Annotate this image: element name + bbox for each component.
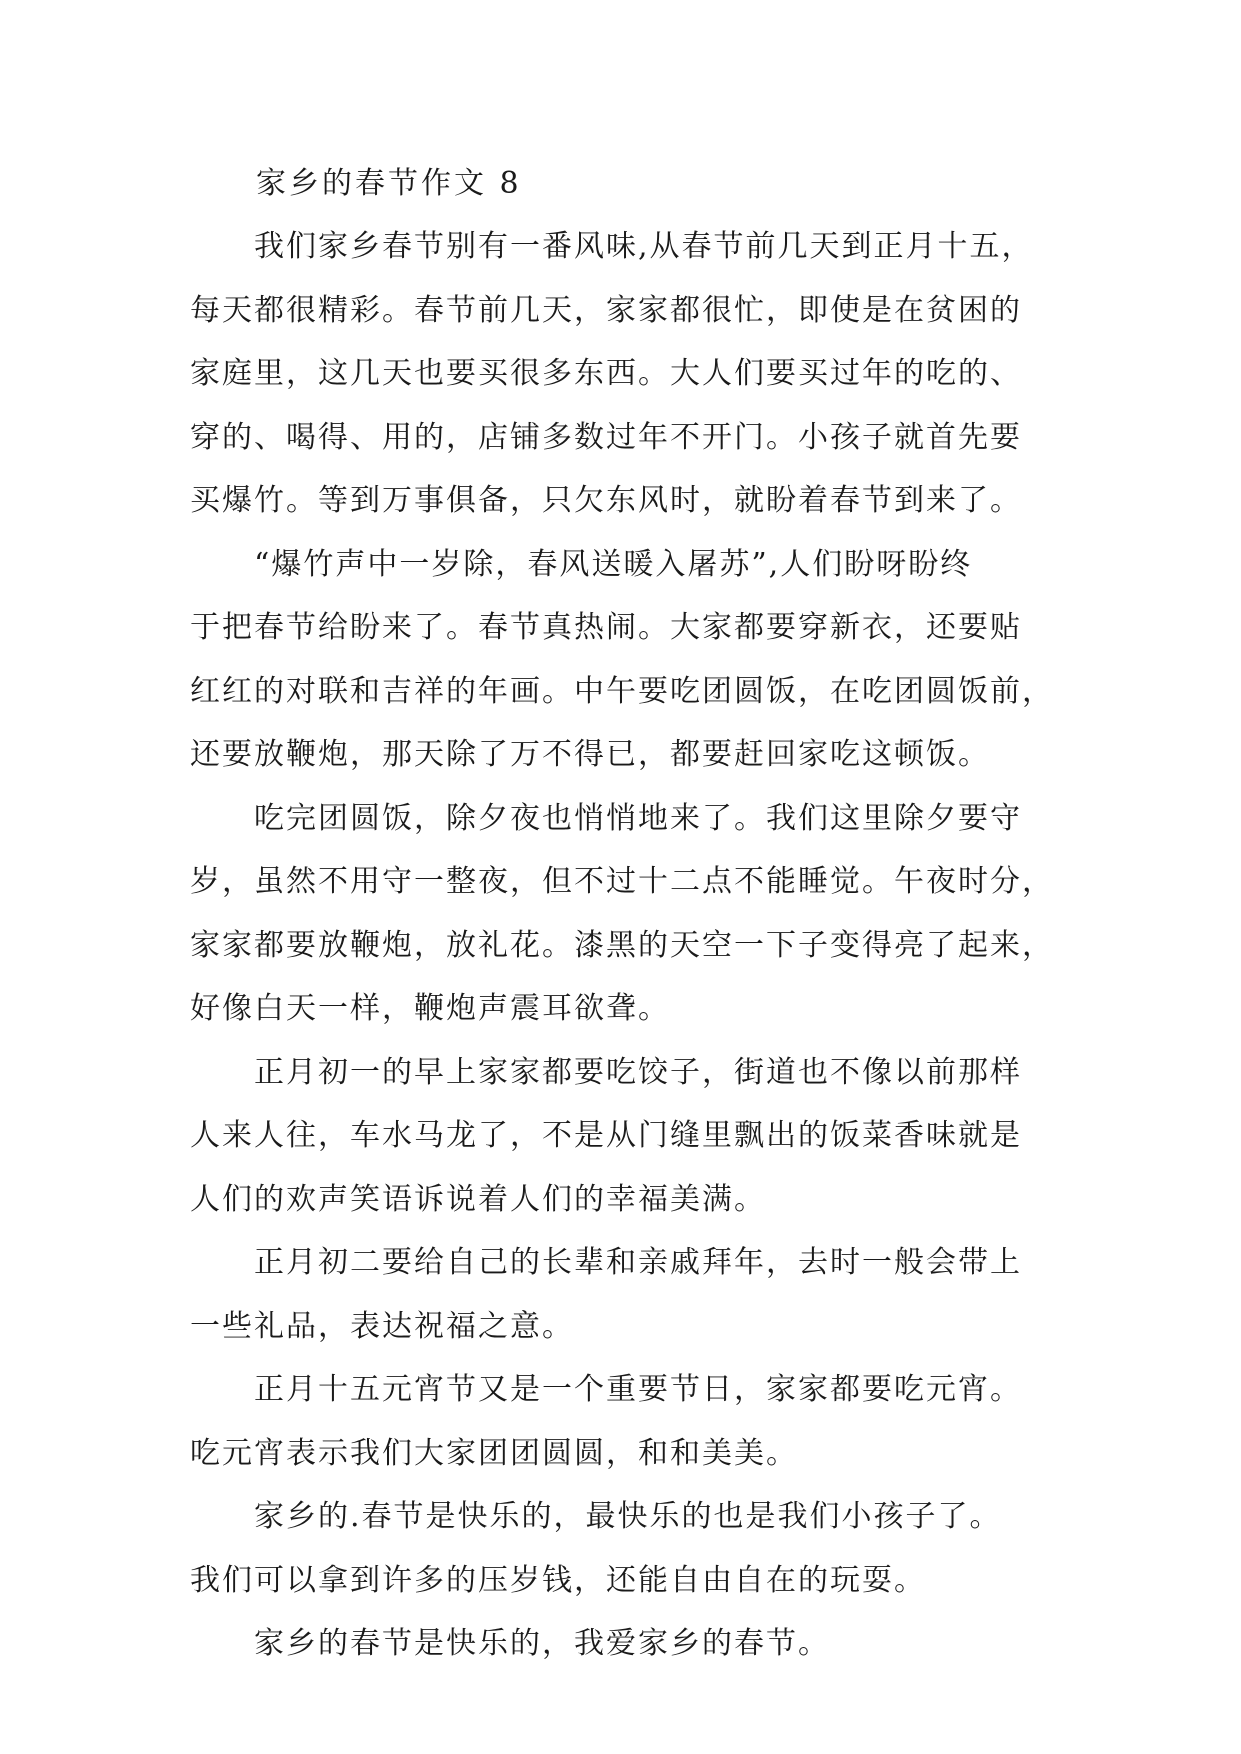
paragraph-3 [190,787,1090,1041]
paragraph-line: 家乡的.春节是快乐的，最快乐的也是我们小孩子了。 [254,1499,1002,1534]
paragraph-line: 我们家乡春节别有一番风味,从春节前几天到正月十五， [254,229,1034,264]
paragraph-line: 吃完团圆饭，除夕夜也悄悄地来了。我们这里除夕要守 [254,800,1022,836]
paragraph-line: 每天都很精彩。春节前几天，家家都很忙，即使是在贫困的 [190,292,1022,328]
paragraph-line: 于把春节给盼来了。春节真热闹。大家都要穿新衣，还要贴 [190,610,1022,645]
paragraph-line: 我们可以拿到许多的压岁钱，还能自由自在的玩耍。 [190,1562,926,1598]
paragraph-line: 人们的欢声笑语诉说着人们的幸福美满。 [190,1181,766,1217]
paragraph-line: 吃元宵表示我们大家团团圆圆，和和美美。 [190,1435,798,1471]
paragraph-line: 穿的、喝得、用的，店铺多数过年不开门。小孩子就首先要 [190,419,1022,455]
paragraph-line: 好像白天一样，鞭炮声震耳欲聋。 [190,991,670,1026]
paragraph-line: 一些礼品，表达祝福之意。 [190,1308,574,1344]
paragraph-6 [190,1358,1090,1485]
paragraph-5 [190,1231,1090,1358]
paragraph-line: 正月初二要给自己的长辈和亲戚拜年，去时一般会带上 [254,1245,1022,1280]
paragraph-line: 买爆竹。等到万事俱备，只欠东风时，就盼着春节到来了。 [190,483,1022,518]
paragraph-line: “爆竹声中一岁除，春风送暖入屠苏”,人们盼呀盼终 [254,546,973,582]
paragraph-2 [190,533,1090,787]
paragraph-line: 家家都要放鞭炮，放礼花。漆黑的天空一下子变得亮了起来， [190,927,1054,963]
paragraph-line: 红红的对联和吉祥的年画。中午要吃团圆饭，在吃团圆饭前， [190,673,1054,709]
paragraph-7 [190,1485,1090,1612]
document-title: 家乡的春节作文 8 [256,166,522,201]
paragraph-8 [190,1612,1090,1676]
paragraph-line: 家庭里，这几天也要买很多东西。大人们要买过年的吃的、 [190,356,1022,391]
paragraph-line: 还要放鞭炮，那天除了万不得已，都要赶回家吃这顿饭。 [190,737,990,772]
paragraph-4 [190,1041,1090,1232]
paragraph-line: 正月初一的早上家家都要吃饺子，街道也不像以前那样 [254,1054,1022,1090]
paragraph-1 [190,215,1090,533]
document-body [190,215,1090,1676]
paragraph-line: 家乡的春节是快乐的，我爱家乡的春节。 [254,1626,830,1661]
paragraph-line: 岁，虽然不用守一整夜，但不过十二点不能睡觉。午夜时分， [190,864,1054,899]
paragraph-line: 正月十五元宵节又是一个重要节日，家家都要吃元宵。 [254,1372,1022,1407]
paragraph-line: 人来人往，车水马龙了，不是从门缝里飘出的饭菜香味就是 [190,1118,1022,1153]
